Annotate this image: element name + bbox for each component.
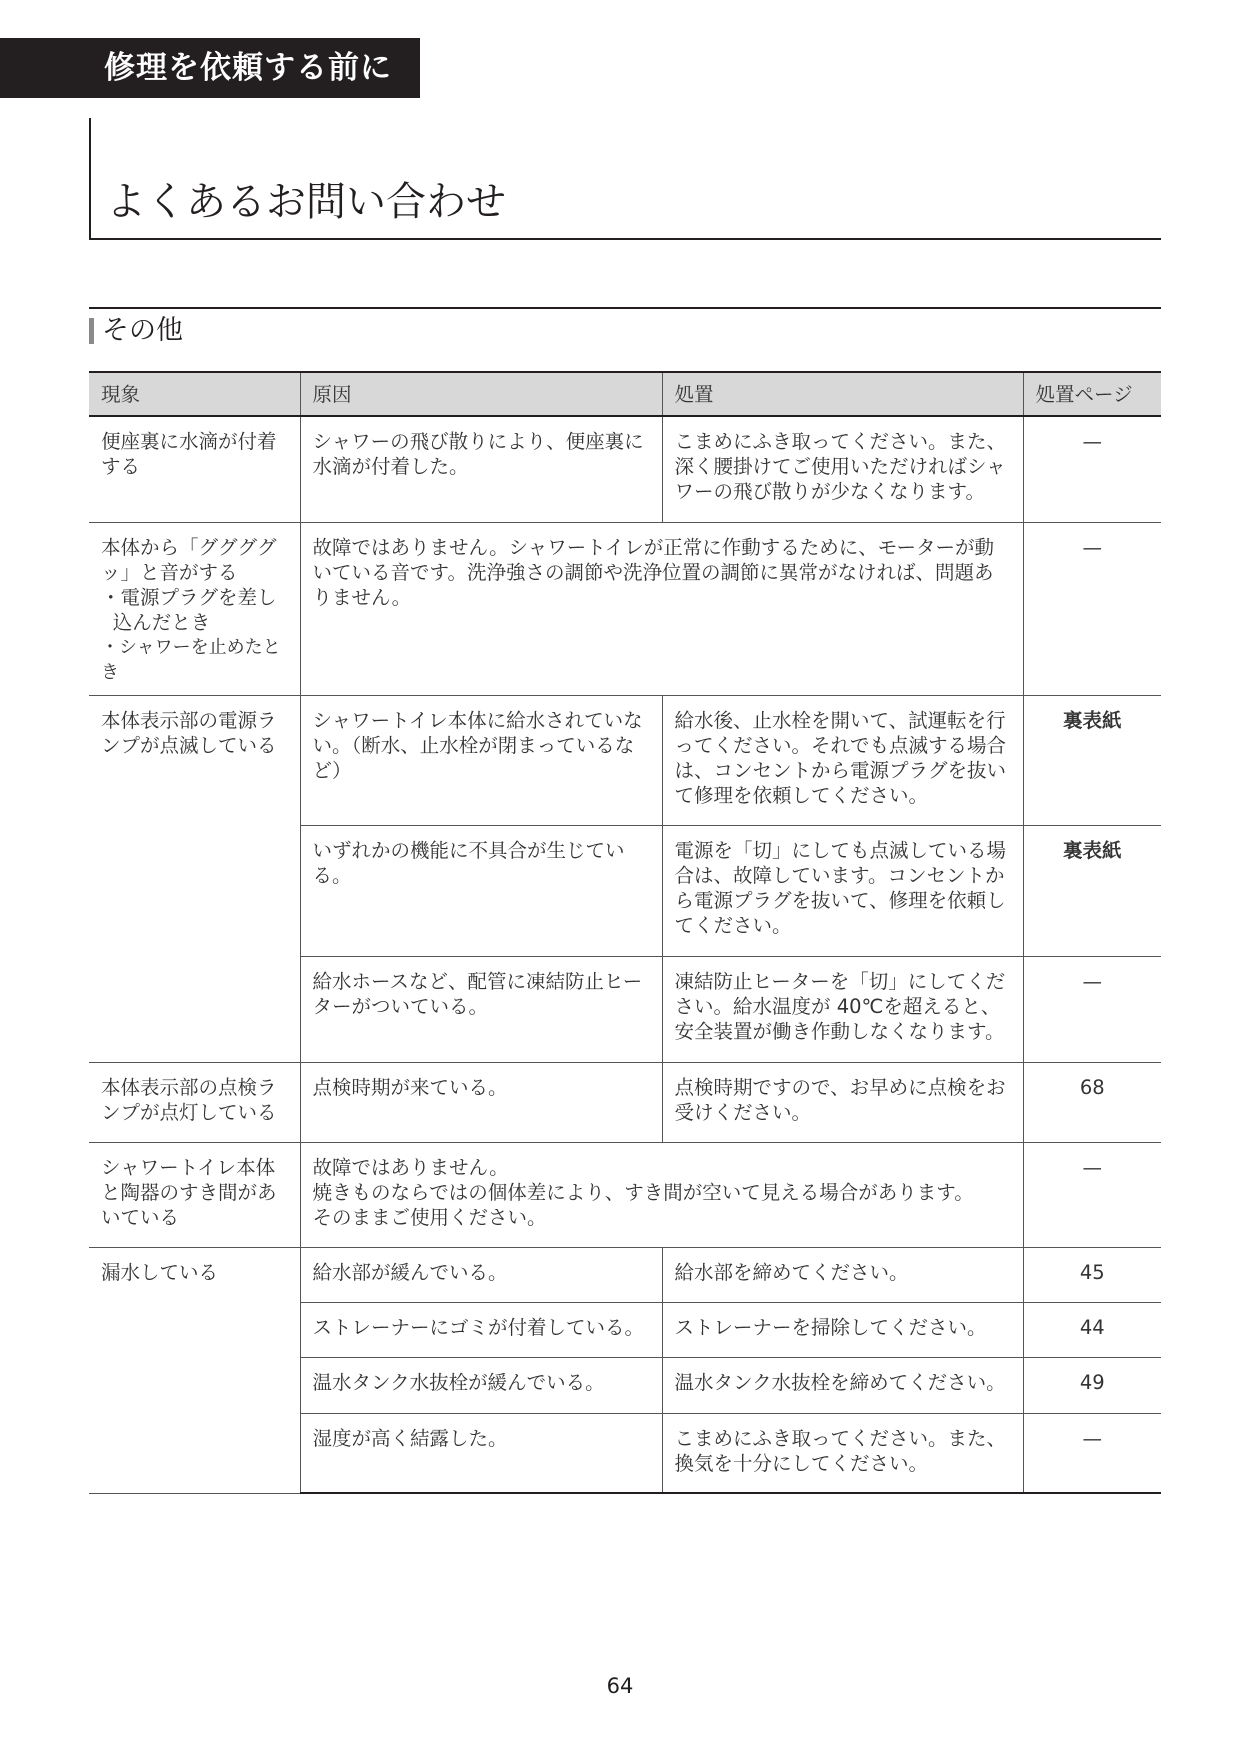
cause-cell: 給水部が緩んでいる。	[300, 1247, 662, 1302]
page-number: 64	[606, 1674, 634, 1698]
page-cell: 49	[1023, 1357, 1161, 1413]
table-header-row	[89, 372, 1161, 416]
page-cell: 裏表紙	[1023, 825, 1161, 956]
page-cell: —	[1023, 1142, 1161, 1247]
page-cell: 45	[1023, 1247, 1161, 1302]
remedy-cell: こまめにふき取ってください。また、深く腰掛けてご使用いただければシャワーの飛び散りが少なくなります。	[662, 416, 1023, 522]
cause-cell: 温水タンク水抜栓が緩んでいる。	[300, 1357, 662, 1413]
title-rule-vertical	[89, 118, 91, 240]
remedy-cell: 凍結防止ヒーターを「切」にしてください。給水温度が 40℃を超えると、安全装置が働き作動しなくなります。	[662, 956, 1023, 1062]
page-cell: 44	[1023, 1302, 1161, 1357]
header-cause: 原因	[300, 372, 662, 416]
remedy-cell: 給水部を締めてください。	[662, 1247, 1023, 1302]
explanation-cell: 故障ではありません。シャワートイレが正常に作動するために、モーターが動いている音です。洗浄強さの調節や洗浄位置の調節に異常がなければ、問題ありません。	[300, 522, 1023, 695]
table-row	[89, 695, 1161, 825]
table-row	[89, 1062, 1161, 1142]
cause-cell: 点検時期が来ている。	[300, 1062, 662, 1142]
header-symptom: 現象	[89, 372, 300, 416]
section-title: その他	[102, 315, 183, 346]
table-row	[89, 522, 1161, 695]
cause-cell: 給水ホースなど、配管に凍結防止ヒーターがついている。	[300, 956, 662, 1062]
symptom-cell: 漏水している	[89, 1247, 300, 1493]
explanation-cell	[300, 1142, 1023, 1247]
page-cell: —	[1023, 1413, 1161, 1493]
symptom-cell: 本体表示部の電源ランプが点滅している	[89, 695, 300, 1062]
remedy-cell: 電源を「切」にしても点滅している場合は、故障しています。コンセントから電源プラグを抜いて、修理を依頼してください。	[662, 825, 1023, 956]
faq-table	[89, 371, 1161, 1494]
header-remedy: 処置	[662, 372, 1023, 416]
table-row	[89, 1247, 1161, 1302]
symptom-cell: 便座裏に水滴が付着する	[89, 416, 300, 522]
remedy-cell: 点検時期ですので、お早めに点検をお受けください。	[662, 1062, 1023, 1142]
cause-cell: ストレーナーにゴミが付着している。	[300, 1302, 662, 1357]
symptom-cell: 本体表示部の点検ランプが点灯している	[89, 1062, 300, 1142]
page-cell: —	[1023, 416, 1161, 522]
title-rule-horizontal	[89, 238, 1161, 240]
remedy-cell: ストレーナーを掃除してください。	[662, 1302, 1023, 1357]
cause-cell: 湿度が高く結露した。	[300, 1413, 662, 1493]
table-row	[89, 416, 1161, 522]
remedy-cell: こまめにふき取ってください。また、換気を十分にしてください。	[662, 1413, 1023, 1493]
explanation-line: 故障ではありません。	[312, 1155, 509, 1179]
chapter-banner: 修理を依頼する前に	[0, 38, 420, 98]
page-cell: 68	[1023, 1062, 1161, 1142]
explanation-line: そのままご使用ください。	[312, 1205, 547, 1229]
symptom-condition: ・シャワーを止めたとき	[101, 636, 281, 683]
header-page: 処置ページ	[1023, 372, 1161, 416]
symptom-cell	[89, 522, 300, 695]
page-title: よくあるお問い合わせ	[106, 179, 506, 225]
remedy-cell: 給水後、止水栓を開いて、試運転を行ってください。それでも点滅する場合は、コンセントから電源プラグを抜いて修理を依頼してください。	[662, 695, 1023, 825]
remedy-cell: 温水タンク水抜栓を締めてください。	[662, 1357, 1023, 1413]
section-rule	[89, 307, 1161, 309]
table-row	[89, 1142, 1161, 1247]
section-marker	[89, 318, 94, 344]
page-cell: —	[1023, 956, 1161, 1062]
symptom-cell: シャワートイレ本体と陶器のすき間があいている	[89, 1142, 300, 1247]
page-cell: —	[1023, 522, 1161, 695]
explanation-line: 焼きものならではの個体差により、すき間が空いて見える場合があります。	[312, 1180, 974, 1204]
cause-cell: シャワーの飛び散りにより、便座裏に水滴が付着した。	[300, 416, 662, 522]
page-cell: 裏表紙	[1023, 695, 1161, 825]
symptom-line: 本体から「ググググッ」と音がする	[101, 535, 277, 584]
symptom-condition: ・電源プラグを差し込んだとき	[101, 585, 277, 634]
cause-cell: シャワートイレ本体に給水されていない。（断水、止水栓が閉まっているなど）	[300, 695, 662, 825]
cause-cell: いずれかの機能に不具合が生じている。	[300, 825, 662, 956]
